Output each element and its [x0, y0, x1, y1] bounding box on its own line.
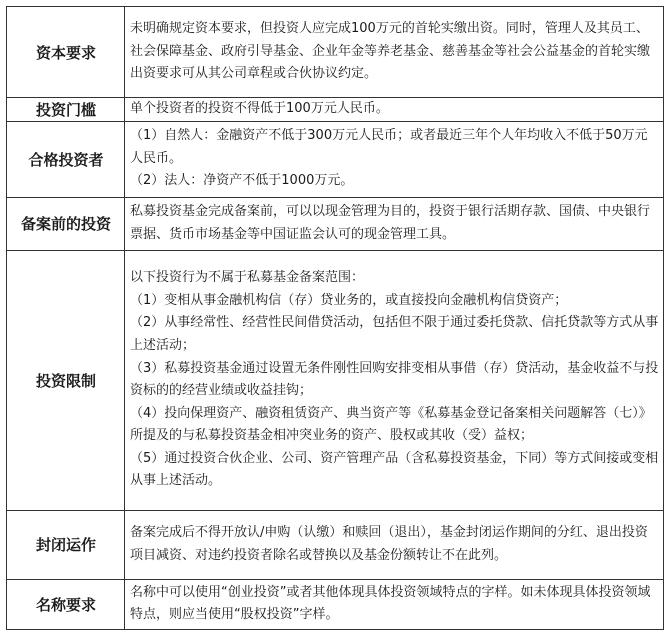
content-line: （2）法人：净资产不低于1000万元。 [130, 173, 354, 189]
table-row [7, 250, 664, 510]
row-label: 备案前的投资 [7, 197, 125, 250]
row-label: 投资限制 [7, 250, 125, 510]
row-content [125, 579, 664, 629]
content-line: 私募投资基金完成备案前，可以以现金管理为目的，投资于银行活期存款、国债、中央银行票据、货币市场基金等中国证监会认可的现金管理工具。 [130, 204, 651, 242]
row-content [125, 121, 664, 197]
row-label: 资本要求 [7, 7, 125, 98]
table-row [7, 7, 664, 98]
row-content [125, 98, 664, 122]
row-content [125, 197, 664, 250]
row-content [125, 7, 664, 98]
content-line: （4）投向保理资产、融资租赁资产、典当资产等《私募基金登记备案相关问题解答（七）》所提及的与私募投资基金相冲突业务的资产、股权或其收（受）益权； [130, 405, 652, 444]
content-line: （2）从事经常性、经营性民间借贷活动，包括但不限于通过委托贷款、信托贷款等方式从事上述活动； [130, 315, 659, 353]
content-line: 未明确规定资本要求，但投资人应完成100万元的首轮实缴出资。同时，管理人及其员工、社会保障基金、政府引导基金、企业年金等养老基金、慈善基金等社会公益基金的首轮实缴出资要求可从其公司章程或合伙协议约定。 [130, 21, 651, 82]
content-line: 以下投资行为不属于私募基金备案范围： [130, 270, 365, 286]
row-content [125, 250, 664, 510]
content-line: 单个投资者的投资不得低于100万元人民币。 [130, 101, 389, 116]
content-line: （1）变相从事金融机构信（存）贷业务的，或直接投向金融机构信贷资产； [130, 292, 568, 308]
content-line: （3）私募投资基金通过设置无条件刚性回购安排变相从事借（存）贷活动，基金收益不与投资标的的经营业绩或收益挂钩； [130, 360, 659, 399]
row-label: 名称要求 [7, 579, 125, 629]
table-row [7, 98, 664, 122]
content-line: （5）通过投资合伙企业、公司、资产管理产品（含私募投资基金，下同）等方式间接或变相从事上述活动。 [130, 450, 659, 489]
content-line: 名称中可以使用“创业投资”或者其他体现具体投资领域特点的字样。如未体现具体投资领域特点，则应当使用“股权投资”字样。 [130, 584, 651, 623]
row-content [125, 510, 664, 579]
row-label: 合格投资者 [7, 121, 125, 197]
table-row [7, 197, 664, 250]
content-line: 备案完成后不得开放认/申购（认缴）和赎回（退出），基金封闭运作期间的分红、退出投资项目减资、对违约投资者除名或替换以及基金份额转让不在此列。 [130, 525, 648, 563]
fund-requirements-table [6, 6, 664, 630]
row-label: 投资门槛 [7, 98, 125, 122]
table-row [7, 121, 664, 197]
row-label: 封闭运作 [7, 510, 125, 579]
table-row [7, 510, 664, 579]
content-line: （1）自然人：金融资产不低于300万元人民币；或者最近三年个人年均收入不低于50万元人民币。 [130, 128, 648, 166]
table-row [7, 579, 664, 629]
